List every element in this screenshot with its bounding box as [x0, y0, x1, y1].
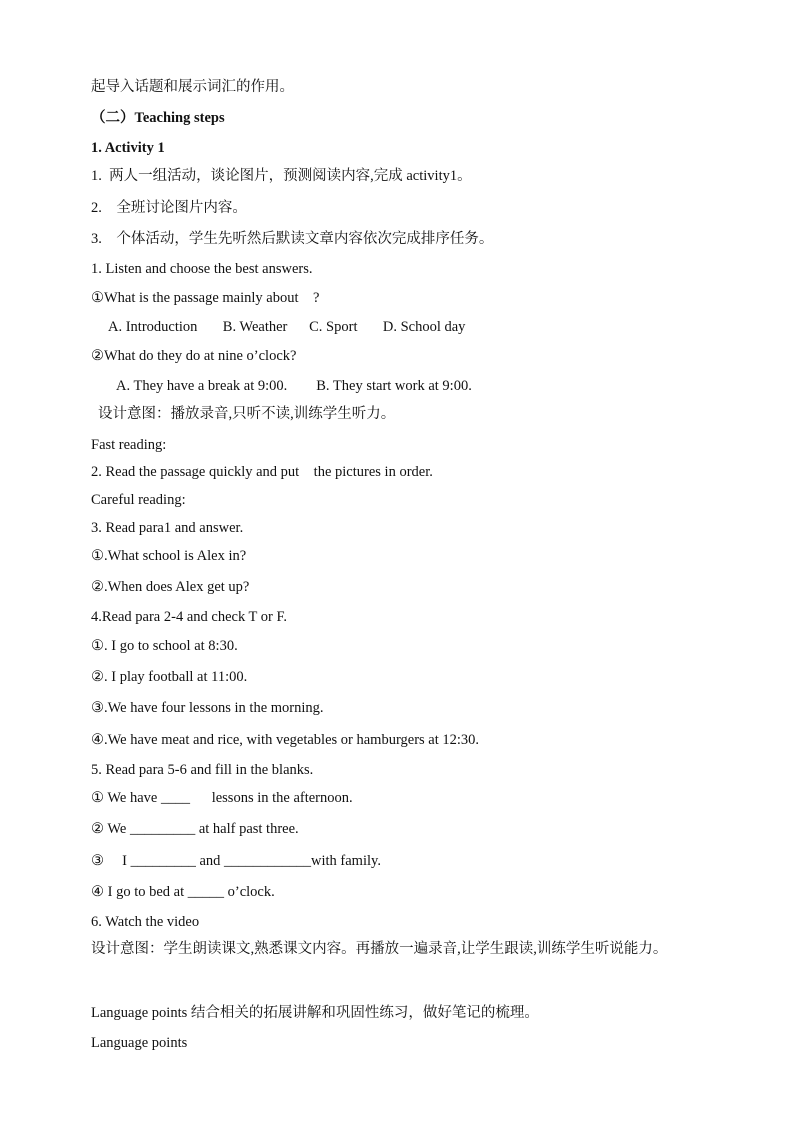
task-order: 2. Read the passage quickly and put the pictures in order.: [91, 464, 433, 480]
design-intent-2: 设计意图：学生朗读课文,熟悉课文内容。再播放一遍录音,让学生跟读,训练学生听说能力。: [91, 941, 668, 957]
tf-4: ④.We have meat and rice, with vegetables or hamburgers at 12:30.: [91, 732, 480, 748]
step-2: 2. 全班讨论图片内容。: [91, 200, 247, 216]
fast-reading-label: Fast reading:: [91, 437, 167, 453]
step-1: 1. 两人一组活动，谈论图片，预测阅读内容,完成 activity1。: [91, 168, 472, 184]
question-1-options: A. Introduction B. Weather C. Sport D. School day: [108, 319, 466, 335]
careful-reading-label: Careful reading:: [91, 492, 186, 508]
question-1: ①What is the passage mainly about ?: [91, 290, 320, 306]
fill-4: ④ I go to bed at _____ o’clock.: [91, 884, 275, 900]
intro-line: 起导入话题和展示词汇的作用。: [91, 79, 294, 95]
fill-2: ② We _________ at half past three.: [91, 821, 299, 837]
task-listen: 1. Listen and choose the best answers.: [91, 261, 313, 277]
tf-2: ②. I play football at 11:00.: [91, 669, 248, 685]
para1-q2: ②.When does Alex get up?: [91, 579, 250, 595]
step-3: 3. 个体活动，学生先听然后默读文章内容依次完成排序任务。: [91, 231, 494, 247]
question-2: ②What do they do at nine o’clock?: [91, 348, 297, 364]
task-video: 6. Watch the video: [91, 914, 200, 930]
fill-3: ③ I _________ and ____________with family.: [91, 853, 381, 869]
question-2-options: A. They have a break at 9:00. B. They start work at 9:00.: [116, 378, 472, 394]
task-tf: 4.Read para 2-4 and check T or F.: [91, 609, 288, 625]
fill-1: ① We have ____ lessons in the afternoon.: [91, 790, 353, 806]
activity-heading: 1. Activity 1: [91, 140, 165, 156]
design-intent-1: 设计意图：播放录音,只听不读,训练学生听力。: [98, 406, 396, 422]
language-points-heading: Language points: [91, 1035, 188, 1051]
task-para1: 3. Read para1 and answer.: [91, 520, 244, 536]
language-points-note: Language points 结合相关的拓展讲解和巩固性练习，做好笔记的梳理。: [91, 1005, 539, 1021]
section-heading: （二）Teaching steps: [91, 110, 225, 126]
task-fill: 5. Read para 5-6 and fill in the blanks.: [91, 762, 314, 778]
tf-1: ①. I go to school at 8:30.: [91, 638, 238, 654]
tf-3: ③.We have four lessons in the morning.: [91, 700, 324, 716]
para1-q1: ①.What school is Alex in?: [91, 548, 247, 564]
